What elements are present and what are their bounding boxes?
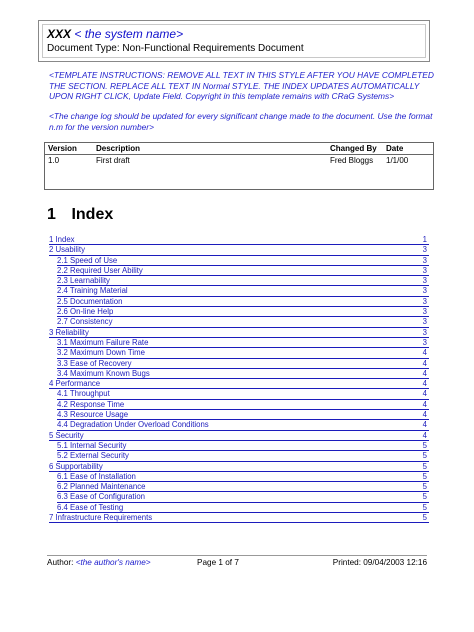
table-of-contents (49, 235, 429, 523)
row-description: First draft (96, 156, 130, 165)
toc-entry-label: 6.4 Ease of Testing (57, 502, 124, 512)
toc-entry[interactable] (57, 359, 429, 369)
toc-entry-page: 3 (422, 245, 427, 255)
toc-entry-page: 4 (422, 430, 427, 440)
change-log-instructions: <The change log should be updated for every significant change made to the document. Use the format n.m for the version number> (49, 111, 433, 132)
toc-entry[interactable] (57, 266, 429, 276)
toc-entry-page: 4 (422, 358, 427, 368)
toc-entry[interactable] (49, 235, 429, 245)
row-version: 1.0 (48, 156, 60, 165)
toc-entry-label: 5.2 External Security (57, 451, 129, 461)
col-header-version: Version (48, 144, 77, 153)
toc-entry[interactable] (49, 379, 429, 389)
toc-entry-page: 5 (422, 513, 427, 523)
toc-entry-page: 3 (422, 317, 427, 327)
toc-entry-label: 3.3 Ease of Recovery (57, 358, 132, 368)
toc-entry-label: 5.1 Internal Security (57, 440, 127, 450)
index-heading-number: 1 (47, 206, 56, 223)
toc-entry-label: 4.1 Throughput (57, 389, 110, 399)
toc-entry[interactable] (57, 297, 429, 307)
toc-entry-label: 7 Infrastructure Requirements (49, 513, 153, 523)
col-header-description: Description (96, 144, 141, 153)
toc-entry-label: 2.2 Required User Ability (57, 265, 143, 275)
system-name: < the system name> (74, 27, 184, 41)
toc-entry[interactable] (49, 462, 429, 472)
toc-entry-label: 5 Security (49, 430, 84, 440)
toc-entry[interactable] (57, 317, 429, 327)
toc-entry-label: 1 Index (49, 235, 75, 244)
toc-entry-label: 6 Supportability (49, 461, 103, 471)
toc-entry-page: 4 (422, 389, 427, 399)
toc-entry[interactable] (49, 431, 429, 441)
toc-entry-label: 2.6 On-line Help (57, 307, 114, 317)
toc-entry-page: 3 (422, 255, 427, 265)
toc-entry-page: 5 (422, 461, 427, 471)
toc-entry-label: 2.3 Learnability (57, 276, 110, 286)
col-header-date: Date (386, 144, 404, 153)
page-footer (47, 555, 427, 568)
document-type: Document Type: Non-Functional Requirements Document (47, 43, 304, 54)
toc-entry[interactable] (57, 441, 429, 451)
toc-entry-label: 3.4 Maximum Known Bugs (57, 368, 150, 378)
footer-page-number: Page 1 of 7 (197, 558, 239, 567)
toc-entry-label: 3.1 Maximum Failure Rate (57, 337, 149, 347)
document-title (47, 27, 421, 42)
toc-entry[interactable] (57, 338, 429, 348)
toc-entry-page: 4 (422, 379, 427, 389)
toc-entry-page: 4 (422, 368, 427, 378)
toc-entry[interactable] (57, 348, 429, 358)
toc-entry-page: 4 (422, 399, 427, 409)
toc-entry-label: 3.2 Maximum Down Time (57, 348, 145, 358)
change-log-header-divider (45, 154, 433, 155)
toc-entry-page: 1 (422, 235, 427, 244)
toc-entry-page: 4 (422, 410, 427, 420)
toc-entry[interactable] (57, 389, 429, 399)
toc-entry[interactable] (57, 307, 429, 317)
toc-entry-label: 2.4 Training Material (57, 286, 128, 296)
toc-entry[interactable] (57, 410, 429, 420)
toc-entry[interactable] (57, 503, 429, 513)
col-header-changed-by: Changed By (330, 144, 377, 153)
toc-entry-label: 4.3 Resource Usage (57, 410, 129, 420)
toc-entry[interactable] (49, 513, 429, 523)
toc-entry-page: 3 (422, 327, 427, 337)
toc-entry-page: 4 (422, 348, 427, 358)
footer-printed-date: Printed: 09/04/2003 12:16 (332, 558, 427, 567)
toc-entry-page: 5 (422, 482, 427, 492)
document-title-box (38, 20, 430, 62)
toc-entry-label: 2.7 Consistency (57, 317, 113, 327)
toc-entry[interactable] (57, 482, 429, 492)
toc-entry-page: 3 (422, 265, 427, 275)
toc-entry-label: 4.2 Response Time (57, 399, 125, 409)
toc-entry[interactable] (49, 328, 429, 338)
toc-entry-page: 3 (422, 337, 427, 347)
index-heading-title: Index (71, 206, 114, 223)
toc-entry-page: 4 (422, 420, 427, 430)
toc-entry-page: 5 (422, 492, 427, 502)
template-instructions: <TEMPLATE INSTRUCTIONS: REMOVE ALL TEXT IN THIS STYLE AFTER YOU HAVE COMPLETED THE SECTION. REPLACE ALL TEXT IN Normal STYLE. THE INDEX UPDATES AUTOMATICALLY UPON RIGHT CLICK, Update Field. Copyright in this template remains with CRaG Systems> (49, 70, 434, 101)
toc-entry-page: 3 (422, 307, 427, 317)
footer-author (47, 557, 151, 569)
toc-entry[interactable] (57, 420, 429, 430)
toc-entry-label: 6.1 Ease of Installation (57, 471, 136, 481)
toc-entry-page: 5 (422, 440, 427, 450)
toc-entry-label: 3 Reliability (49, 327, 89, 337)
row-date: 1/1/00 (386, 156, 409, 165)
toc-entry-page: 5 (422, 451, 427, 461)
footer-author-prefix: Author: (47, 558, 76, 567)
toc-entry-label: 6.3 Ease of Configuration (57, 492, 145, 502)
toc-entry-label: 2 Usability (49, 245, 85, 255)
toc-entry[interactable] (57, 472, 429, 482)
change-log-table (44, 142, 434, 190)
toc-entry[interactable] (57, 400, 429, 410)
toc-entry-label: 2.5 Documentation (57, 296, 123, 306)
toc-entry-label: 4.4 Degradation Under Overload Conditions (57, 420, 209, 430)
toc-entry[interactable] (57, 492, 429, 502)
document-code: XXX (47, 27, 72, 41)
toc-entry-page: 3 (422, 286, 427, 296)
footer-author-name: <the author's name> (75, 558, 151, 567)
row-changed-by: Fred Bloggs (330, 156, 374, 165)
toc-entry-label: 2.1 Speed of Use (57, 255, 118, 265)
toc-entry[interactable] (57, 369, 429, 379)
toc-entry-page: 5 (422, 502, 427, 512)
toc-entry-label: 6.2 Planned Maintenance (57, 482, 146, 492)
toc-entry[interactable] (57, 276, 429, 286)
toc-entry-label: 4 Performance (49, 379, 101, 389)
toc-entry[interactable] (49, 245, 429, 255)
toc-entry[interactable] (57, 256, 429, 266)
index-heading (47, 205, 113, 225)
title-box-inner (42, 24, 426, 58)
toc-entry-page: 3 (422, 276, 427, 286)
toc-entry[interactable] (57, 286, 429, 296)
toc-entry-page: 5 (422, 471, 427, 481)
toc-entry-page: 3 (422, 296, 427, 306)
toc-entry[interactable] (57, 451, 429, 461)
